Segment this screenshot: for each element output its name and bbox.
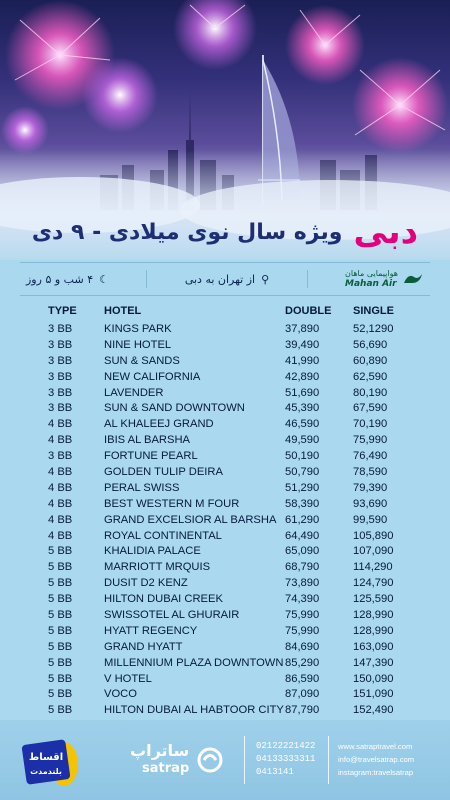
cell-single: 79,390 — [353, 481, 388, 494]
duration-text: ۴ شب و ۵ روز — [26, 272, 94, 286]
cell-type: 5 BB — [48, 656, 73, 669]
table-row — [48, 543, 428, 559]
cell-hotel: KINGS PARK — [104, 322, 172, 335]
cell-hotel: SUN & SANDS — [104, 354, 180, 367]
cell-type: 4 BB — [48, 434, 73, 447]
cell-single: 152,490 — [353, 704, 394, 717]
satrap-logo-icon — [195, 745, 225, 775]
website-link[interactable]: www.satraptravel.com — [338, 742, 413, 751]
cell-hotel: LAVENDER — [104, 386, 164, 399]
table-row — [48, 321, 428, 337]
table-row — [48, 432, 428, 448]
table-row — [48, 496, 428, 512]
cell-double: 87,790 — [285, 704, 320, 717]
cell-double: 42,890 — [285, 370, 320, 383]
email-link[interactable]: info@travelsatrap.com — [338, 755, 415, 764]
cell-type: 3 BB — [48, 402, 73, 415]
cell-single: 93,690 — [353, 497, 388, 510]
location-pin-icon: ⚲ — [261, 272, 270, 286]
table-row — [48, 591, 428, 607]
cell-hotel: GRAND EXCELSIOR AL BARSHA — [104, 513, 277, 526]
title-subtitle: ویژه سال نوی میلادی - ۹ دی — [31, 219, 343, 245]
cell-double: 87,090 — [285, 688, 320, 701]
cell-double: 64,490 — [285, 529, 320, 542]
cell-double: 51,290 — [285, 481, 320, 494]
cell-double: 73,890 — [285, 577, 320, 590]
phone-numbers — [256, 740, 315, 779]
cell-single: 76,490 — [353, 450, 388, 463]
route-text: از تهران به دبی — [184, 272, 256, 286]
route-segment — [185, 273, 269, 286]
table-row — [48, 400, 428, 416]
table-row — [48, 559, 428, 575]
installment-badge — [20, 734, 80, 790]
cell-type: 3 BB — [48, 322, 73, 335]
badge-line1: اقساط — [28, 752, 64, 763]
cell-hotel: HYATT REGENCY — [104, 624, 198, 637]
footer-divider — [244, 736, 245, 784]
table-row — [48, 671, 428, 687]
cell-type: 5 BB — [48, 688, 73, 701]
cell-double: 65,090 — [285, 545, 320, 558]
footer — [0, 720, 450, 800]
cell-double: 45,390 — [285, 402, 320, 415]
cell-double: 84,690 — [285, 640, 320, 653]
table-row — [48, 575, 428, 591]
cell-type: 5 BB — [48, 704, 73, 717]
table-row — [48, 353, 428, 369]
cell-double: 51,690 — [285, 386, 320, 399]
phone-number[interactable]: 02122221422 — [256, 741, 316, 751]
satrap-brand — [130, 742, 225, 778]
table-header — [48, 303, 428, 319]
cell-hotel: KHALIDIA PALACE — [104, 545, 201, 558]
airline-logo-block — [345, 269, 424, 289]
cell-type: 5 BB — [48, 624, 73, 637]
cell-single: 151,090 — [353, 688, 394, 701]
cell-double: 49,590 — [285, 434, 320, 447]
cell-double: 75,990 — [285, 608, 320, 621]
cell-single: 99,590 — [353, 513, 388, 526]
cell-double: 37,890 — [285, 322, 320, 335]
cell-hotel: NEW CALIFORNIA — [104, 370, 201, 383]
table-row — [48, 623, 428, 639]
cell-type: 4 BB — [48, 513, 73, 526]
table-row — [48, 702, 428, 718]
cell-hotel: DUSIT D2 KENZ — [104, 577, 188, 590]
cell-single: 125,590 — [353, 593, 394, 606]
cell-single: 128,990 — [353, 624, 394, 637]
cell-hotel: GRAND HYATT — [104, 640, 183, 653]
table-body — [48, 321, 428, 718]
cell-single: 147,390 — [353, 656, 394, 669]
phone-number[interactable]: 04133333311 — [256, 754, 316, 764]
trip-info-bar — [20, 262, 430, 296]
table-row — [48, 337, 428, 353]
cell-single: 62,590 — [353, 370, 388, 383]
cell-single: 78,590 — [353, 465, 388, 478]
cell-single: 75,990 — [353, 434, 388, 447]
cell-single: 60,890 — [353, 354, 388, 367]
table-row — [48, 512, 428, 528]
table-row — [48, 480, 428, 496]
table-row — [48, 655, 428, 671]
cell-type: 3 BB — [48, 450, 73, 463]
moon-icon: ☾ — [99, 272, 109, 286]
contact-links — [338, 740, 414, 779]
cell-type: 5 BB — [48, 545, 73, 558]
cell-double: 86,590 — [285, 672, 320, 685]
cell-hotel: MARRIOTT MRQUIS — [104, 561, 211, 574]
cell-hotel: PERAL SWISS — [104, 481, 180, 494]
table-row — [48, 528, 428, 544]
cell-single: 124,790 — [353, 577, 394, 590]
table-row — [48, 686, 428, 702]
header-type: TYPE — [48, 305, 77, 317]
cell-type: 4 BB — [48, 481, 73, 494]
cell-type: 3 BB — [48, 338, 73, 351]
cell-type: 5 BB — [48, 577, 73, 590]
cell-single: 70,190 — [353, 418, 388, 431]
hotel-price-table — [48, 303, 428, 718]
cell-type: 3 BB — [48, 370, 73, 383]
cell-type: 5 BB — [48, 640, 73, 653]
hero-banner — [0, 0, 450, 260]
cell-type: 5 BB — [48, 561, 73, 574]
cell-hotel: V HOTEL — [104, 672, 152, 685]
airline-name-en: Mahan Air — [345, 279, 397, 289]
cell-single: 105,890 — [353, 529, 394, 542]
cell-hotel: VOCO — [104, 688, 137, 701]
cell-double: 46,590 — [285, 418, 320, 431]
cell-type: 4 BB — [48, 497, 73, 510]
table-row — [48, 369, 428, 385]
cell-type: 4 BB — [48, 465, 73, 478]
cell-hotel: GOLDEN TULIP DEIRA — [104, 465, 223, 478]
table-row — [48, 639, 428, 655]
cell-hotel: HILTON DUBAI CREEK — [104, 593, 223, 606]
cell-hotel: IBIS AL BARSHA — [104, 434, 191, 447]
header-hotel: HOTEL — [104, 305, 142, 317]
cell-hotel: HILTON DUBAI AL HABTOOR CITY — [104, 704, 284, 717]
cell-type: 5 BB — [48, 593, 73, 606]
table-row — [48, 416, 428, 432]
title-destination: دبی — [353, 212, 419, 252]
cell-single: 128,990 — [353, 608, 394, 621]
cell-double: 58,390 — [285, 497, 320, 510]
table-row — [48, 385, 428, 401]
cell-double: 75,990 — [285, 624, 320, 637]
table-row — [48, 448, 428, 464]
divider — [307, 270, 308, 288]
cell-single: 56,690 — [353, 338, 388, 351]
airline-name — [345, 269, 398, 289]
cell-single: 67,590 — [353, 402, 388, 415]
table-row — [48, 464, 428, 480]
brand-name-fa: ساتراپ — [130, 741, 190, 760]
cell-double: 41,990 — [285, 354, 320, 367]
brand-name-en: satrap — [142, 761, 190, 776]
mahan-air-logo-icon — [402, 271, 424, 287]
cell-type: 4 BB — [48, 418, 73, 431]
cell-hotel: NINE HOTEL — [104, 338, 172, 351]
cell-single: 114,290 — [353, 561, 393, 574]
cell-double: 50,790 — [285, 465, 320, 478]
cell-single: 150,090 — [353, 672, 394, 685]
cell-hotel: AL KHALEEJ GRAND — [104, 418, 214, 431]
cell-hotel: ROYAL CONTINENTAL — [104, 529, 222, 542]
badge-line2: بلندمدت — [30, 767, 62, 776]
cell-type: 4 BB — [48, 529, 73, 542]
cell-type: 3 BB — [48, 354, 73, 367]
cell-hotel: MILLENNIUM PLAZA DOWNTOWN — [104, 656, 284, 669]
cell-single: 52,1290 — [353, 322, 394, 335]
cell-single: 80,190 — [353, 386, 388, 399]
footer-divider — [328, 736, 329, 784]
cell-hotel: BEST WESTERN M FOUR — [104, 497, 240, 510]
cell-type: 5 BB — [48, 672, 73, 685]
page-title — [0, 212, 450, 252]
cell-double: 68,790 — [285, 561, 320, 574]
phone-number[interactable]: 0413141 — [256, 767, 294, 777]
cell-hotel: SUN & SAND DOWNTOWN — [104, 402, 245, 415]
cell-type: 3 BB — [48, 386, 73, 399]
header-double: DOUBLE — [285, 305, 332, 317]
cell-double: 39,490 — [285, 338, 320, 351]
cell-single: 107,090 — [353, 545, 394, 558]
cell-single: 163,090 — [353, 640, 394, 653]
cell-hotel: SWISSOTEL AL GHURAIR — [104, 608, 240, 621]
cell-hotel: FORTUNE PEARL — [104, 450, 198, 463]
duration-segment — [26, 273, 109, 286]
header-single: SINGLE — [353, 305, 394, 317]
cell-double: 74,390 — [285, 593, 320, 606]
divider — [146, 270, 147, 288]
instagram-link[interactable]: instagram:travelsatrap — [338, 768, 414, 777]
cell-type: 5 BB — [48, 608, 73, 621]
cell-double: 85,290 — [285, 656, 320, 669]
cell-double: 50,190 — [285, 450, 320, 463]
cell-double: 61,290 — [285, 513, 320, 526]
table-row — [48, 607, 428, 623]
airline-name-fa: هواپیمایی ماهان — [345, 269, 398, 278]
